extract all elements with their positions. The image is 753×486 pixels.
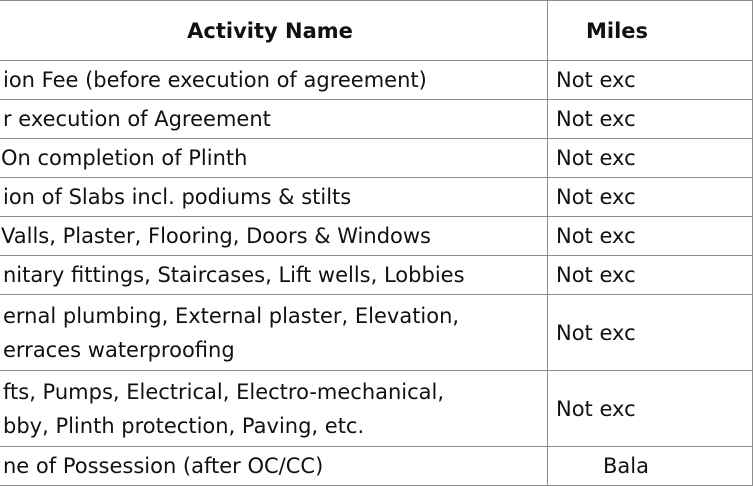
header-row (0, 1, 753, 61)
table-row (0, 371, 753, 447)
milestone-header: Miles (548, 1, 753, 61)
milestone-cell: Not exc (548, 217, 753, 256)
milestone-cell: Not exc (548, 371, 753, 447)
activity-line: fts, Pumps, Electrical, Electro-mechanical, (3, 379, 445, 404)
activity-cell: Valls, Plaster, Flooring, Doors & Windows (0, 217, 548, 256)
milestone-cell: Bala (548, 447, 753, 486)
activity-cell: nitary fittings, Staircases, Lift wells, Lobbies (0, 256, 548, 295)
activity-line: ernal plumbing, External plaster, Elevation, (3, 303, 460, 328)
activity-line: erraces waterproofing (3, 337, 235, 362)
table-row (0, 295, 753, 371)
activity-cell (0, 295, 548, 371)
milestone-cell: Not exc (548, 61, 753, 100)
activity-cell: ion of Slabs incl. podiums & stilts (0, 178, 548, 217)
activity-cell: ion Fee (before execution of agreement) (0, 61, 548, 100)
activity-cell (0, 371, 548, 447)
milestone-cell: Not exc (548, 139, 753, 178)
milestone-cell: Not exc (548, 100, 753, 139)
table-row (0, 61, 753, 100)
activity-name-header: Activity Name (0, 1, 548, 61)
activity-cell: r execution of Agreement (0, 100, 548, 139)
activity-cell: On completion of Plinth (0, 139, 548, 178)
milestone-cell: Not exc (548, 256, 753, 295)
milestone-cell: Not exc (548, 295, 753, 371)
milestone-cell: Not exc (548, 178, 753, 217)
table-row (0, 256, 753, 295)
table-row (0, 100, 753, 139)
activity-cell: ne of Possession (after OC/CC) (0, 447, 548, 486)
activity-line: bby, Plinth protection, Paving, etc. (3, 413, 365, 438)
table-row (0, 139, 753, 178)
table-row (0, 178, 753, 217)
table-row (0, 447, 753, 486)
table-row (0, 217, 753, 256)
